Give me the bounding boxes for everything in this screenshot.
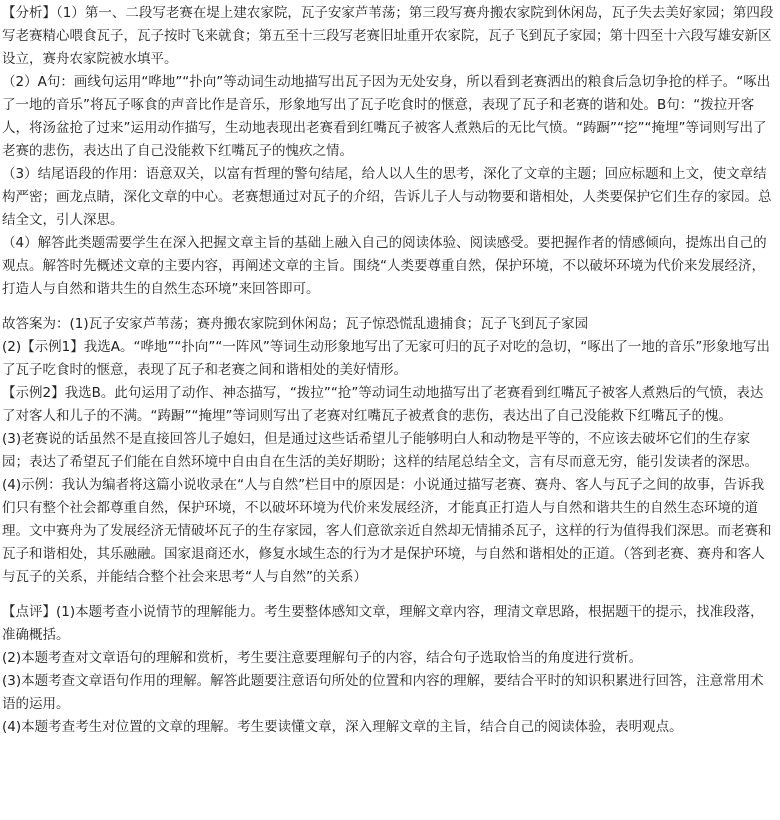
answer-paragraph-3: 【示例2】我选B。此句运用了动作、神态描写，“拨拉”“抢”等动词生动地描写出了老赛看到红嘴瓦子被客人煮熟后的气愤，表达了对客人和儿子的不满。“踌蹰”“掩埋”等词则写出了老赛对红嘴瓦子被煮食的悲伤，表达出了自己没能救下红嘴瓦子的愧。 — [2, 385, 764, 424]
analysis-paragraph-1: 【分析】（1）第一、二段写老赛在堤上建农家院，瓦子安家芦苇荡；第三段写赛舟搬农家院到休闲岛，瓦子失去美好家园；第四段写老赛精心喂食瓦子，瓦子按时飞来就食；第五至十三段写老赛旧址重开农家院，瓦子飞到瓦子家园；第十四至十六段写雄安新区设立，赛舟农家院被水填平。 — [2, 5, 774, 67]
analysis-paragraph-2: （2）A句：画线句运用“哗地”“扑向”等动词生动地描写出瓦子因为无处安身，所以看到老赛洒出的粮食后急切争抢的样子。“啄出了一地的音乐”将瓦子啄食的声音比作是音乐，形象地写出了瓦子吃食时的惬意，表现了瓦子和老赛的谐和处。B句：“拨拉开客人，将汤盆抢了过来”运用动作描写，生动地表现出老赛看到红嘴瓦子被客人煮熟后的无比气愤。“踌蹰”“挖”“掩埋”等词则写出了老赛的悲伤，表达出了自己没能救下红嘴瓦子的愧疚之情。 — [2, 74, 771, 159]
section-spacer — [2, 589, 775, 601]
comment-paragraph-2: (2)本题考查对文章语句的理解和赏析，考生要注意要理解句子的内容，结合句子选取恰当的角度进行赏析。 — [2, 650, 643, 666]
section-spacer — [2, 301, 775, 313]
comment-paragraph-3: (3)本题考查文章语句作用的理解。解答此题要注意语句所处的位置和内容的理解，要结合平时的知识积累进行回答，注意常用术语的运用。 — [2, 673, 764, 712]
comment-paragraph-1: 【点评】(1)本题考查小说情节的理解能力。考生要整体感知文章，理解文章内容，理清文章思路，根据题干的提示，找准段落，准确概括。 — [2, 604, 764, 643]
analysis-paragraph-4: （4）解答此类题需要学生在深入把握文章主旨的基础上融入自己的阅读体验、阅读感受。要把握作者的情感倾向，提炼出自己的观点。解答时先概述文章的主要内容，再阐述文章的主旨。围绕“人类要尊重自然，保护环境，不以破坏环境为代价来发展经济，打造人与自然和谐共生的自然生态环境”来回答即可。 — [2, 235, 767, 297]
analysis-paragraph-3: （3）结尾语段的作用：语意双关，以富有哲理的警句结尾，给人以人生的思考，深化了文章的主题；回应标题和上文，使文章结构严密；画龙点睛，深化文章的中心。老赛想通过对瓦子的介绍，告诉儿子人与动物要和谐相处，人类要保护它们生存的家园。总结全文，引人深思。 — [2, 166, 772, 228]
comment-paragraph-4: (4)本题考查考生对位置的文章的理解。考生要读懂文章，深入理解文章的主旨，结合自己的阅读体验，表明观点。 — [2, 719, 683, 735]
answer-paragraph-1: 故答案为：(1)瓦子安家芦苇荡；赛舟搬农家院到休闲岛；瓦子惊恐慌乱遗捕食；瓦子飞到瓦子家园 — [2, 316, 589, 332]
answer-paragraph-2: (2)【示例1】我选A。“哗地”“扑向”“一阵风”等词生动形象地写出了无家可归的瓦子对吃的急切，“啄出了一地的音乐”形象地写出了瓦子吃食时的惬意，表现了瓦子和老赛之间和谐相处的美好情形。 — [2, 339, 770, 378]
answer-paragraph-5: (4)示例：我认为编者将这篇小说收录在“人与自然”栏目中的原因是：小说通过描写老赛、赛舟、客人与瓦子之间的故事，告诉我们只有整个社会都尊重自然，保护环境，不以破坏环境为代价来发展经济，才能真正打造人与自然和谐共生的自然生态环境的道理。文中赛舟为了发展经济无情破坏瓦子的生存家园，客人们意欲亲近自然却无情捕杀瓦子，这样的行为值得我们深思。而老赛和瓦子和谐相处，其乐融融。国家退商还水，修复水域生态的行为才是保护环境，与自然和谐相处的正道。（答到老赛、赛舟和客人与瓦子的关系，并能结合整个社会来思考“人与自然”的关系） — [2, 477, 772, 585]
answer-paragraph-4: (3)老赛说的话虽然不是直接回答儿子媳妇，但是通过这些话希望儿子能够明白人和动物是平等的，不应该去破坏它们的生存家园；表达了希望瓦子们能在自然环境中自由自在生活的美好期盼；这样的结尾总结全文，言有尽而意无穷，能引发读者的深思。 — [2, 431, 758, 470]
